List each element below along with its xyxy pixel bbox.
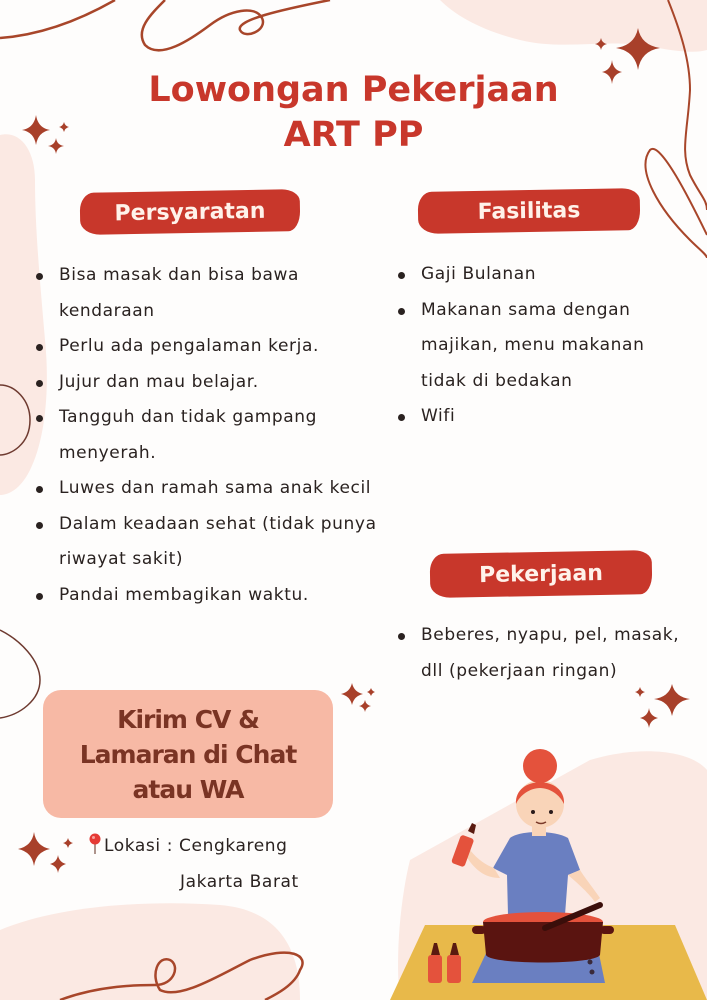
location-line2: Jakarta Barat bbox=[180, 872, 299, 892]
top-squiggle bbox=[0, 0, 330, 50]
job-list bbox=[398, 618, 698, 689]
top-right-blob bbox=[440, 0, 707, 52]
list-item: Luwes dan ramah sama anak kecil bbox=[36, 471, 396, 507]
page-title-line1: Lowongan Pekerjaan bbox=[148, 70, 559, 110]
list-item: Makanan sama dengan majikan, menu makanan tidak di bedakan bbox=[398, 293, 671, 400]
list-item: Pandai membagikan waktu. bbox=[36, 578, 396, 614]
list-item: Wifi bbox=[398, 399, 668, 435]
facilities-heading: Fasilitas bbox=[418, 188, 641, 234]
list-item: Dalam keadaan sehat (tidak punya riwayat sakit) bbox=[36, 507, 404, 578]
list-item: Tangguh dan tidak gampang menyerah. bbox=[36, 400, 359, 471]
location bbox=[88, 828, 299, 900]
list-item: Beberes, nyapu, pel, masak, dll (pekerjaan ringan) bbox=[398, 618, 691, 689]
facilities-list bbox=[398, 257, 668, 435]
list-item: Jujur dan mau belajar. bbox=[36, 365, 396, 401]
requirements-heading: Persyaratan bbox=[80, 189, 301, 235]
cta-line2: Lamaran di Chat bbox=[79, 739, 297, 769]
cooking-woman-illustration bbox=[390, 700, 707, 1000]
cta-line3: atau WA bbox=[132, 774, 244, 804]
requirements-list bbox=[36, 258, 396, 613]
list-item: Gaji Bulanan bbox=[398, 257, 668, 293]
list-item: Perlu ada pengalaman kerja. bbox=[36, 329, 396, 365]
pin-icon bbox=[88, 833, 102, 855]
apply-callout bbox=[43, 690, 333, 818]
location-line1: Lokasi : Cengkareng bbox=[104, 836, 288, 856]
job-heading: Pekerjaan bbox=[430, 550, 653, 598]
list-item: Bisa masak dan bisa bawa kendaraan bbox=[36, 258, 329, 329]
cta-line1: Kirim CV & bbox=[117, 704, 259, 734]
page-title-line2: ART PP bbox=[283, 115, 424, 155]
left-loop-2 bbox=[0, 630, 40, 718]
